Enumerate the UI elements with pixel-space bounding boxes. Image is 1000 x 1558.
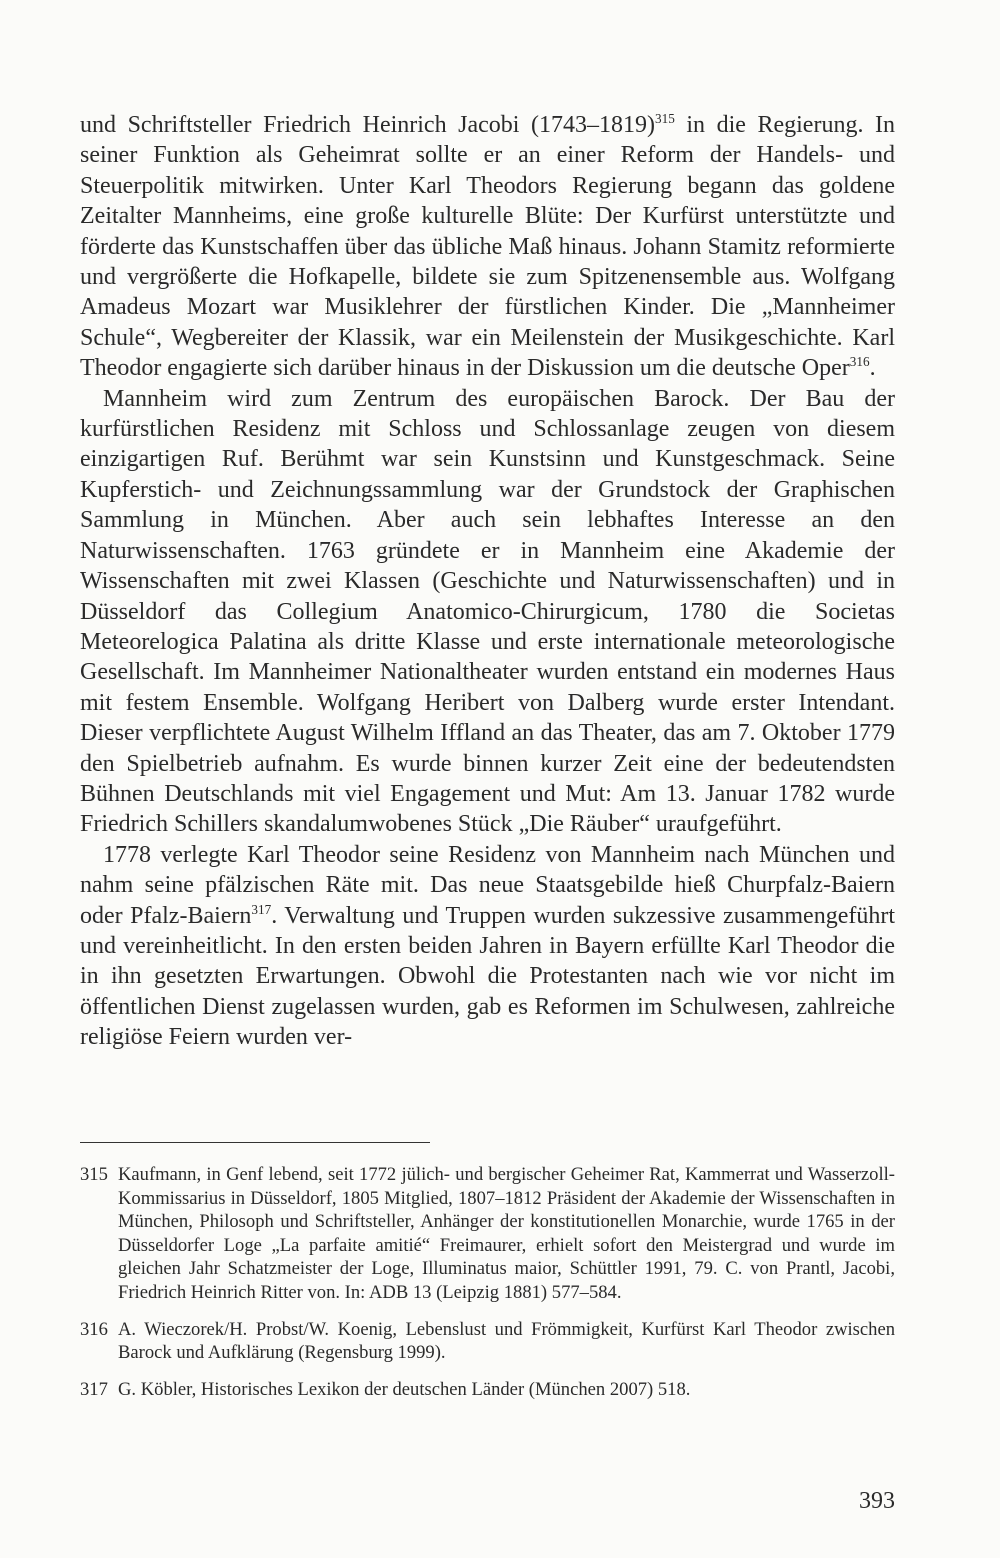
footnotes (80, 1163, 895, 1414)
footnote-text: G. Köbler, Historisches Lexikon der deutschen Länder (München 2007) 518. (118, 1378, 691, 1400)
footnote-text: A. Wieczorek/H. Probst/W. Koenig, Lebenslust und Frömmigkeit, Kurfürst Karl Theodor zwischen Barock und Aufklärung (Regensburg 1999). (118, 1318, 895, 1364)
paragraph-3: 1778 verlegte Karl Theodor seine Residenz von Mannheim nach München und nahm seine pfälzischen Räte mit. Das neue Staatsgebilde hieß Churpfalz-Baiern oder Pfalz-Baiern$^{317}$. Verwaltung und Truppen wurden sukzessive zusammengeführt und vereinheitlicht. In den ersten beiden Jahren in Bayern erfüllte Karl Theodor die in ihn gesetzten Erwartungen. Obwohl die Protestanten nach wie vor nicht im öffentlichen Dienst zugelassen wurden, gab es Reformen im Schulwesen, zahlreiche religiöse Feiern wurden ver- (80, 841, 895, 1051)
page-number: 393 (859, 1488, 895, 1514)
footnote-316 (80, 1318, 895, 1365)
footnote-number: 315 (80, 1164, 108, 1185)
footnote-ref-315[interactable]: 315 (655, 111, 675, 126)
footnote-315 (80, 1163, 895, 1305)
footnote-text: Kaufmann, in Genf lebend, seit 1772 jülich- und bergischer Geheimer Rat, Kammerrat und Wasserzoll-Kommissarius in Düsseldorf, 1805 Mitglied, 1807–1812 Präsident der Akademie der Wissenschaften in München, Philosoph und Schriftsteller, Anhänger der konstitutionellen Monarchie, wurde 1765 in der Düsseldorfer Loge „La parfaite amitié“ Freimaurer, erhielt sofort den Meistergrad und wurde im gleichen Jahr Schatzmeister der Loge, Illuminatus maior, Schüttler 1991, 79. C. von Prantl, Jacobi, Friedrich Heinrich Ritter von. In: ADB 13 (Leipzig 1881) 577–584. (118, 1164, 895, 1303)
footnote-separator (80, 1142, 430, 1143)
footnote-ref-317[interactable]: 317 (251, 901, 272, 917)
main-text (80, 110, 895, 1053)
footnote-number: 317 (80, 1378, 108, 1400)
footnote-ref-316[interactable]: 316 (849, 354, 870, 370)
footnote-number: 316 (80, 1318, 108, 1340)
footnote-317 (80, 1378, 895, 1402)
paragraph-2: Mannheim wird zum Zentrum des europäischen Barock. Der Bau der kurfürstlichen Residenz mit Schloss und Schlossanlage zeugen von diesem einzigartigen Ruf. Berühmt war sein Kunstsinn und Kunstgeschmack. Seine Kupferstich- und Zeichnungssammlung war der Grundstock der Graphischen Sammlung in München. Aber auch sein lebhaftes Interesse an den Naturwissenschaften. 1763 gründete er in Mannheim eine Akademie der Wissenschaften mit zwei Klassen (Geschichte und Naturwissenschaften) und in Düsseldorf das Collegium Anatomico-Chirurgicum, 1780 die Societas Meteorelogica Palatina als dritte Klasse und erste internationale meteorologische Gesellschaft. Im Mannheimer Nationaltheater wurden entstand ein modernes Haus mit festem Ensemble. Wolfgang Heribert von Dalberg wurde erster Intendant. Dieser verpflichtete August Wilhelm Iffland an das Theater, das am 7. Oktober 1779 den Spielbetrieb aufnahm. Es wurde binnen kurzer Zeit eine der bedeutendsten Bühnen Deutschlands mit viel Engagement und Mut: Am 13. Januar 1782 wurde Friedrich Schillers skandalumwobenes Stück „Die Räuber“ uraufgeführt. (80, 385, 895, 838)
paragraph-1: und Schriftsteller Friedrich Heinrich Jacobi (1743–1819)$^{315}$ in die Regierung. In seiner Funktion als Geheimrat sollte er an einer Reform der Handels- und Steuerpolitik mitwirken. Unter Karl Theodors Regierung begann das goldene Zeitalter Mannheims, eine große kulturelle Blüte: Der Kurfürst unterstützte und förderte das Kunstschaffen über das übliche Maß hinaus. Johann Stamitz reformierte und vergrößerte die Hofkapelle, bildete sie zum Spitzenensemble aus. Wolfgang Amadeus Mozart war Musiklehrer der fürstlichen Kinder. Die „Mannheimer Schule“, Wegbereiter der Klassik, war ein Meilenstein der Musikgeschichte. Karl Theodor engagierte sich darüber hinaus in der Diskussion um die deutsche Oper$^{316}$. (80, 111, 895, 382)
